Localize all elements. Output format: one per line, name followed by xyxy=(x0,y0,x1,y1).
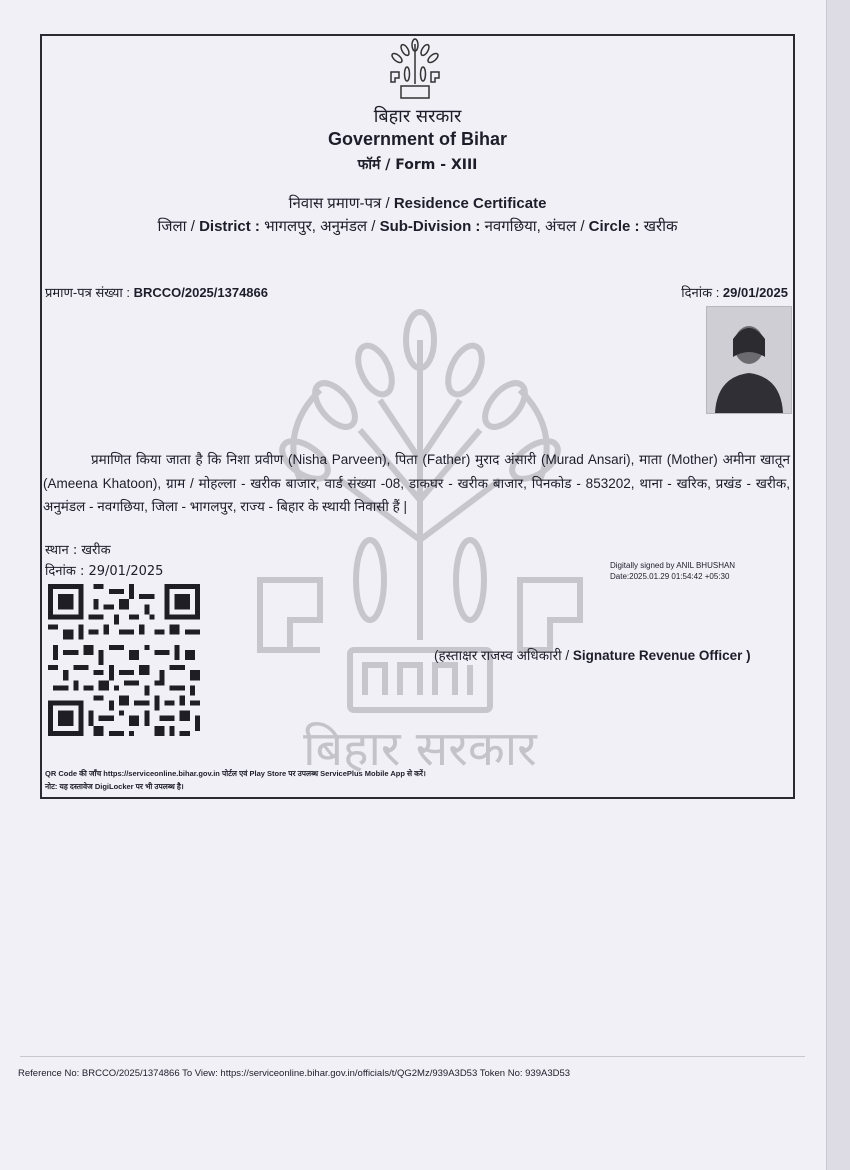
certificate-number xyxy=(45,283,268,301)
bihar-emblem-icon xyxy=(385,38,445,102)
form-number: फॉर्म / Form - XIII xyxy=(357,157,478,173)
certificate-number-value: BRCCO/2025/1374866 xyxy=(133,285,268,300)
district-prefix: जिला / xyxy=(157,218,200,235)
issue-date-label: दिनांक : xyxy=(681,285,723,300)
applicant-photo xyxy=(706,306,792,414)
certificate-title-english: Residence Certificate xyxy=(393,195,547,212)
digilocker-note: नोट: यह दस्तावेज DigiLocker पर भी उपलब्ध है। xyxy=(45,782,184,791)
certificate-body: प्रमाणित किया जाता है कि निशा प्रवीण (Nisha Parveen), पिता (Father) मुराद अंसारी (Murad Ansari), माता (Mother) अमीना खातून (Ameena Khatoon), ग्राम / मोहल्ला - खरीक बाजार, वार्ड संख्या -08, डाकघर - खरीक बाजार, पिनकोड - 853202, थाना - खरिक, प्रखंड - खरीक, अनुमंडल - नवगछिया, जिला - भागलपुर, राज्य - बिहार के स्थायी निवासी हैं | xyxy=(43,452,790,514)
certificate-title xyxy=(40,193,795,213)
qr-code-icon[interactable] xyxy=(48,584,200,736)
page-edge xyxy=(826,0,850,1170)
district-value: भागलपुर, अनुमंडल / xyxy=(259,218,380,235)
footer-divider xyxy=(20,1056,805,1057)
watermark-text: बिहार सरकार xyxy=(303,721,537,777)
government-name-hindi: बिहार सरकार xyxy=(373,106,462,127)
issue-date xyxy=(681,283,788,301)
digital-signature-info xyxy=(610,560,735,582)
circle-value: खरीक xyxy=(639,218,678,235)
qr-verification-note: QR Code की जाँच https://serviceonline.bihar.gov.in पोर्टल एवं Play Store पर उपलब्ध ServicePlus Mobile App से करें। xyxy=(45,769,426,778)
signature-label-english: Signature Revenue Officer ) xyxy=(572,648,751,663)
issue-date-value: 29/01/2025 xyxy=(722,285,788,300)
district-label: District : xyxy=(199,218,260,235)
person-photo-icon xyxy=(707,307,791,413)
government-name-english: Government of Bihar xyxy=(327,129,508,149)
subdivision-value: नवगछिया, अंचल / xyxy=(480,218,589,235)
digital-signature-name: Digitally signed by ANIL BHUSHAN xyxy=(610,561,736,570)
circle-label: Circle : xyxy=(588,218,640,235)
certificate-number-label: प्रमाण-पत्र संख्या : xyxy=(45,285,134,300)
digital-signature-date: Date:2025.01.29 01:54:42 +05:30 xyxy=(610,572,730,581)
signature-label xyxy=(434,646,751,664)
district-line xyxy=(40,216,795,236)
certificate-title-hindi: निवास प्रमाण-पत्र / xyxy=(288,195,394,212)
place-date: दिनांक : 29/01/2025 xyxy=(45,564,164,579)
place: स्थान : खरीक xyxy=(45,543,111,558)
subdivision-label: Sub-Division : xyxy=(379,218,481,235)
signature-label-hindi: (हस्ताक्षर राजस्व अधिकारी / xyxy=(434,648,573,663)
reference-footer: Reference No: BRCCO/2025/1374866 To View: https://serviceonline.bihar.gov.in/officials/t/QG2Mz/939A3D53 Token No: 939A3D53 xyxy=(18,1068,571,1079)
